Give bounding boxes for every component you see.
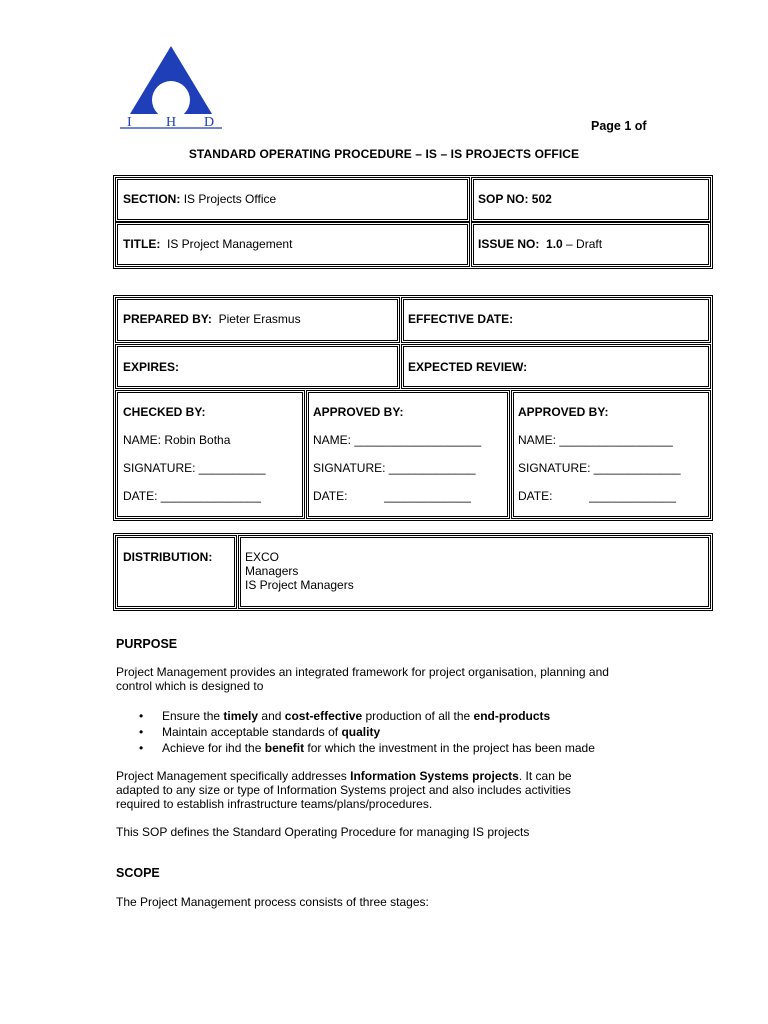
purpose-intro — [116, 665, 676, 693]
approved-by-title-2: APPROVED BY: — [518, 405, 609, 419]
sop-number-label: SOP NO: 502 — [478, 192, 552, 206]
purpose-intro-line: Project Management provides an integrated framework for project organisation, planning and — [116, 665, 609, 679]
approved-by-name-2: NAME: _________________ — [518, 433, 673, 447]
purpose-bullet-list — [137, 708, 697, 756]
issue-suffix: – Draft — [566, 237, 603, 251]
prepared-field — [123, 312, 301, 326]
section-value: IS Projects Office — [183, 192, 277, 206]
prepared-label: PREPARED BY: — [123, 312, 212, 326]
ihd-logo — [118, 44, 224, 130]
approved-by-date-1: DATE: _____________ — [313, 489, 471, 503]
list-item: • Ensure the timely and cost-effective production of all the end-products — [137, 708, 697, 724]
purpose-paragraph-3: This SOP defines the Standard Operating Procedure for managing IS projects — [116, 825, 530, 839]
list-item: • Achieve for ihd the benefit for which the investment in the project has been made — [137, 740, 697, 756]
approved-by-title-1: APPROVED BY: — [313, 405, 404, 419]
distribution-label-cell — [115, 535, 237, 609]
document-title: STANDARD OPERATING PROCEDURE – IS – IS PROJECTS OFFICE — [188, 147, 580, 161]
distribution-list — [245, 550, 354, 592]
distribution-item: Managers — [245, 564, 299, 578]
issue-number: 1.0 — [546, 237, 563, 251]
scope-heading: SCOPE — [116, 866, 160, 880]
expires-label: EXPIRES: — [123, 360, 180, 374]
distribution-item: EXCO — [245, 550, 280, 564]
checked-by-date: DATE: _______________ — [123, 489, 261, 503]
logo-letter-d: D — [204, 115, 215, 130]
logo-letter-h: H — [166, 115, 177, 130]
purpose-intro-line: control which is designed to — [116, 679, 264, 693]
distribution-label: DISTRIBUTION: — [123, 550, 213, 564]
list-item: • Maintain acceptable standards of quality — [137, 724, 697, 740]
checked-by-title: CHECKED BY: — [123, 405, 206, 419]
purpose-heading: PURPOSE — [116, 637, 178, 651]
distribution-item: IS Project Managers — [245, 578, 354, 592]
checked-by-signature: SIGNATURE: __________ — [123, 461, 266, 475]
sop-number-field — [478, 192, 552, 206]
scope-text: The Project Management process consists of three stages: — [116, 895, 429, 909]
expected-review-label: EXPECTED REVIEW: — [408, 360, 528, 374]
section-field — [123, 192, 276, 206]
page-number: Page 1 of — [591, 119, 647, 133]
approved-by-name-1: NAME: ___________________ — [313, 433, 482, 447]
title-label: TITLE: — [123, 237, 161, 251]
approved-by-signature-2: SIGNATURE: _____________ — [518, 461, 681, 475]
effective-date-label: EFFECTIVE DATE: — [408, 312, 514, 326]
approved-by-date-2: DATE: _____________ — [518, 489, 676, 503]
logo-letter-i: I — [127, 115, 132, 130]
title-field — [123, 237, 292, 251]
purpose-paragraph-2: Project Management specifically addresses Information Systems projects. It can be adapted to any size or type of Information Systems project and also includes activities required to establish infrastructure teams/plans/procedures. — [116, 769, 572, 811]
prepared-value: Pieter Erasmus — [218, 312, 301, 326]
issue-field — [478, 237, 602, 251]
checked-by-name: NAME: Robin Botha — [123, 433, 231, 447]
issue-label: ISSUE NO: — [478, 237, 540, 251]
approved-by-signature-1: SIGNATURE: _____________ — [313, 461, 476, 475]
title-value: IS Project Management — [167, 237, 293, 251]
section-label: SECTION: — [123, 192, 181, 206]
